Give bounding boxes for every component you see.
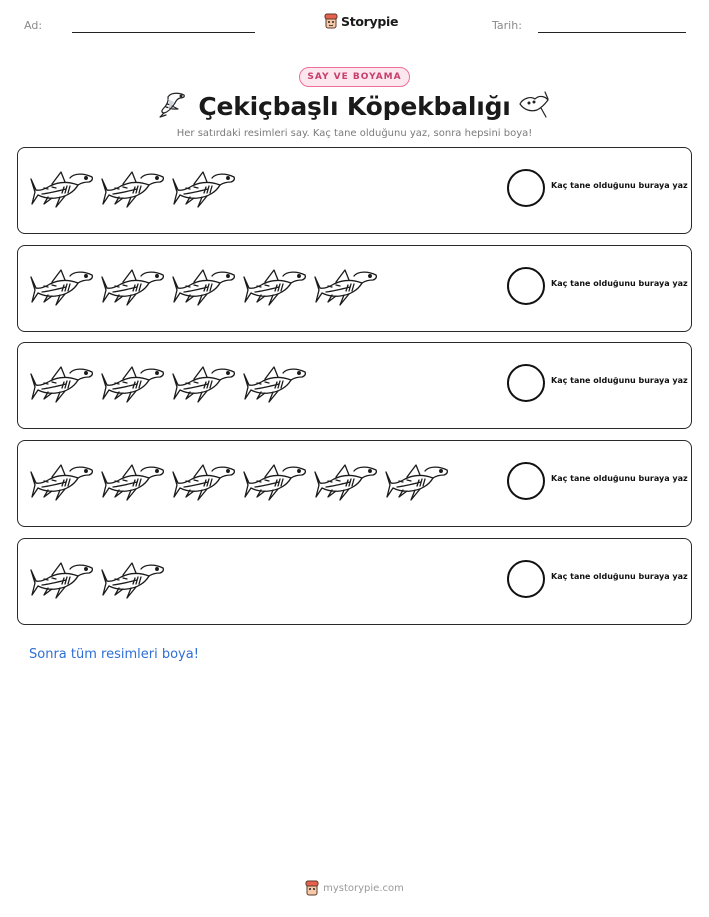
hammerhead-shark-icon[interactable] — [101, 264, 165, 308]
hammerhead-shark-icon[interactable] — [243, 264, 307, 308]
hammerhead-shark-icon[interactable] — [101, 361, 165, 405]
hammerhead-shark-icon[interactable] — [30, 459, 94, 503]
answer-circle[interactable] — [507, 169, 545, 207]
hammerhead-shark-icon[interactable] — [172, 166, 236, 210]
answer-label: Kaç tane olduğunu buraya yaz — [551, 181, 688, 190]
shark-group — [30, 166, 236, 210]
answer-circle[interactable] — [507, 560, 545, 598]
storypie-logo-icon — [324, 13, 338, 29]
shark-group — [30, 557, 165, 601]
hammerhead-shark-icon[interactable] — [314, 264, 378, 308]
answer-label: Kaç tane olduğunu buraya yaz — [551, 279, 688, 288]
hammerhead-shark-icon[interactable] — [30, 264, 94, 308]
instructions-subtitle: Her satırdaki resimleri say. Kaç tane olduğunu yaz, sonra hepsini boya! — [176, 128, 533, 139]
hammerhead-shark-icon[interactable] — [101, 557, 165, 601]
hammerhead-shark-icon[interactable] — [243, 361, 307, 405]
brand-name: Storypie — [341, 13, 399, 29]
footer-url[interactable]: mystorypie.com — [323, 882, 404, 894]
counting-row — [17, 245, 692, 332]
coloring-instruction: Sonra tüm resimleri boya! — [29, 647, 199, 662]
shark-group — [30, 361, 307, 405]
answer-label: Kaç tane olduğunu buraya yaz — [551, 572, 688, 581]
hammerhead-shark-icon[interactable] — [314, 459, 378, 503]
brand-logo — [324, 13, 398, 29]
hammerhead-shark-icon[interactable] — [101, 459, 165, 503]
page-title: Çekiçbaşlı Köpekbalığı — [198, 92, 511, 121]
hammerhead-shark-icon[interactable] — [385, 459, 449, 503]
answer-circle[interactable] — [507, 364, 545, 402]
storypie-logo-icon — [305, 880, 319, 896]
hammerhead-shark-icon[interactable] — [30, 361, 94, 405]
hammerhead-shark-icon[interactable] — [243, 459, 307, 503]
hammerhead-shark-icon[interactable] — [172, 361, 236, 405]
answer-circle[interactable] — [507, 462, 545, 500]
hammerhead-shark-icon[interactable] — [172, 264, 236, 308]
shark-group — [30, 459, 449, 503]
hammerhead-shark-icon[interactable] — [172, 459, 236, 503]
counting-row — [17, 342, 692, 429]
answer-label: Kaç tane olduğunu buraya yaz — [551, 474, 688, 483]
hammerhead-shark-icon[interactable] — [30, 557, 94, 601]
date-field[interactable] — [538, 32, 686, 33]
name-label: Ad: — [24, 19, 43, 32]
footer — [0, 880, 709, 896]
counting-row — [17, 538, 692, 625]
counting-row — [17, 440, 692, 527]
name-field[interactable] — [72, 32, 255, 33]
date-label: Tarih: — [492, 19, 522, 32]
stingray-icon — [517, 90, 551, 120]
hammerhead-shark-icon[interactable] — [101, 166, 165, 210]
shark-group — [30, 264, 378, 308]
answer-circle[interactable] — [507, 267, 545, 305]
hammerhead-shark-icon[interactable] — [30, 166, 94, 210]
answer-label: Kaç tane olduğunu buraya yaz — [551, 376, 688, 385]
activity-badge: SAY VE BOYAMA — [299, 67, 410, 87]
counting-row — [17, 147, 692, 234]
